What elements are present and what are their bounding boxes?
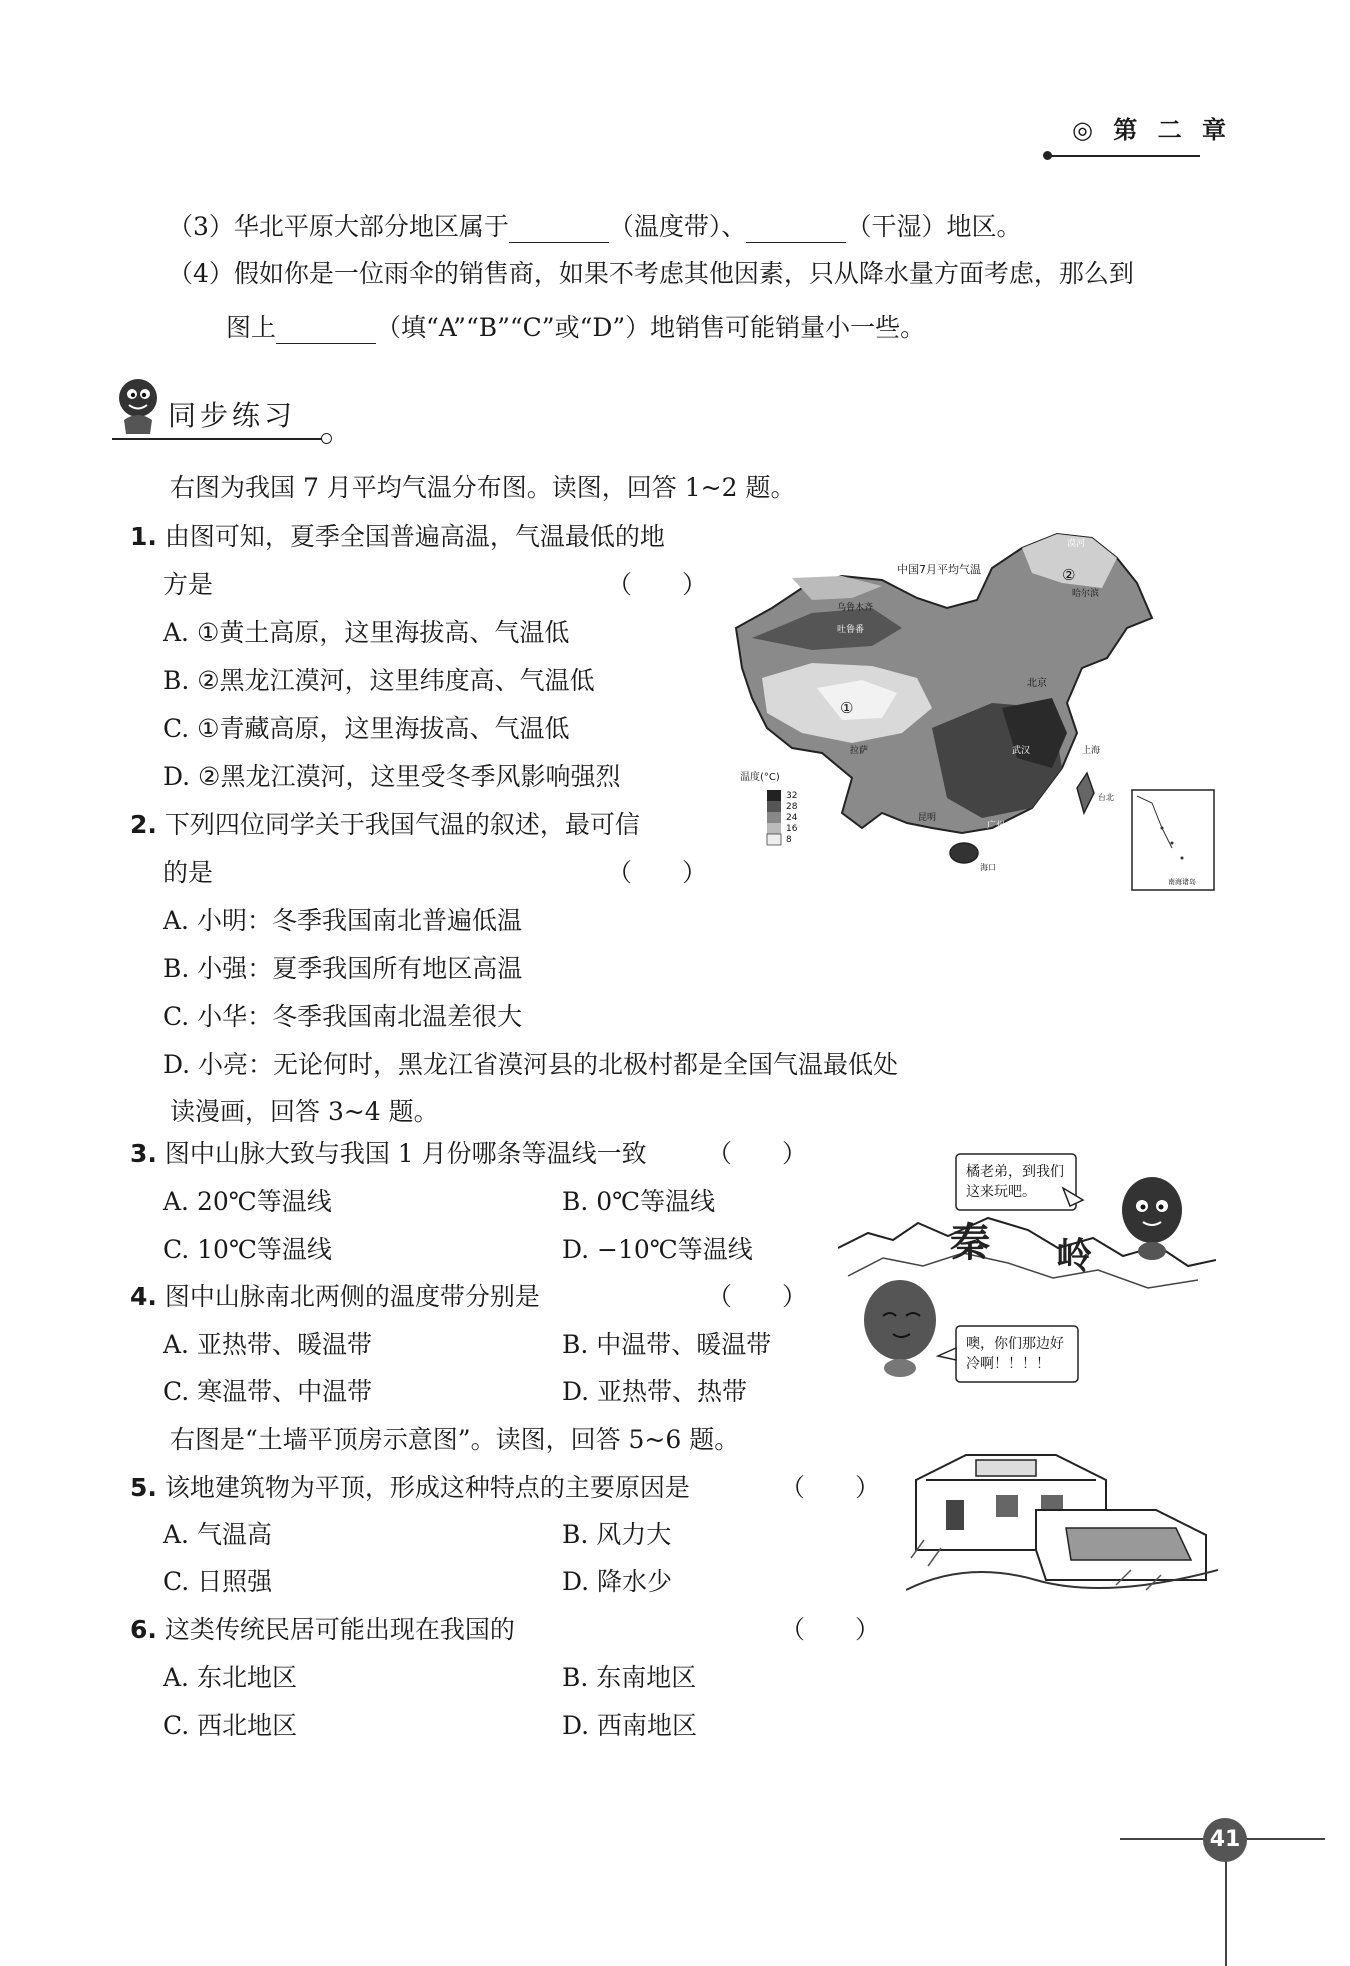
map-city-urumqi: 乌鲁木齐: [837, 603, 874, 613]
q2-answer-paren[interactable]: （ ）: [607, 858, 708, 887]
map-legend-title: 温度(°C): [740, 772, 780, 783]
q3-answer-paren[interactable]: （ ）: [707, 1139, 808, 1168]
cartoon-bubble-2-line1: 噢，你们那边好: [966, 1336, 1064, 1352]
cartoon-character-north: [1122, 1177, 1182, 1260]
cartoon-bubble-1-line1: 橘老弟，到我们: [966, 1164, 1064, 1180]
cartoon-qin-char: 秦: [950, 1220, 990, 1266]
q1-option-c[interactable]: C. ①青藏高原，这里海拔高、气温低: [163, 714, 570, 743]
cartoon-bubble-1-line2: 这来玩吧。: [966, 1184, 1036, 1200]
cartoon-ling-char: 岭: [1056, 1236, 1093, 1277]
cartoon-bubble-2: [956, 1326, 1078, 1382]
map-city-haikou: 海口: [980, 863, 996, 872]
header-rule-dot: [1043, 151, 1052, 160]
q6-option-c[interactable]: C. 西北地区: [163, 1711, 298, 1740]
q1-option-d[interactable]: D. ②黑龙江漠河，这里受冬季风影响强烈: [163, 762, 621, 791]
page-number: 41: [1203, 1818, 1247, 1862]
subquestion-3: （3）华北平原大部分地区属于 （温度带）、 （干湿）地区。: [168, 212, 1022, 241]
map-city-taipei: 台北: [1098, 793, 1114, 802]
q5-answer-paren[interactable]: （ ）: [780, 1473, 881, 1502]
q5-option-c[interactable]: C. 日照强: [163, 1567, 273, 1596]
q2-option-b[interactable]: B. 小强：夏季我国所有地区高温: [163, 954, 523, 983]
map-city-harbin: 哈尔滨: [1072, 589, 1100, 599]
q6-option-a[interactable]: A. 东北地区: [163, 1663, 297, 1692]
cartoon-bubble-1: [956, 1154, 1076, 1210]
chapter-header: ◎ 第 二 章: [1072, 116, 1233, 144]
map-taiwan: [1077, 773, 1094, 813]
map-hainan: [950, 843, 978, 863]
q4-option-d[interactable]: D. 亚热带、热带: [562, 1377, 748, 1406]
china-july-temperature-map: [732, 528, 1222, 896]
header-rule: [1048, 155, 1200, 157]
map-legend-swatch-16: [767, 823, 781, 834]
q3-stem: 3. 图中山脉大致与我国 1 月份哪条等温线一致: [130, 1139, 647, 1168]
cartoon-bubble-2-line2: 冷啊！！！！: [966, 1356, 1050, 1372]
q2-stem-line1: 2. 下列四位同学关于我国气温的叙述，最可信: [130, 810, 640, 839]
q1-stem-line2: 方是: [163, 570, 214, 599]
q4-stem: 4. 图中山脉南北两侧的温度带分别是: [130, 1282, 540, 1311]
map-city-lhasa: 拉萨: [850, 746, 869, 756]
mascot-icon: [110, 372, 170, 442]
map-legend-swatch-8: [767, 834, 781, 845]
q2-option-c[interactable]: C. 小华：冬季我国南北温差很大: [163, 1002, 523, 1031]
q2-stem-line2: 的是: [163, 858, 214, 887]
q1-option-b[interactable]: B. ②黑龙江漠河，这里纬度高、气温低: [163, 666, 595, 695]
map-legend-label-16: 16: [786, 824, 798, 834]
subquestion-4: （4）假如你是一位雨伞的销售商，如果不考虑其他因素，只从降水量方面考虑，那么到: [168, 259, 1134, 288]
map-city-beijing: 北京: [1027, 678, 1047, 689]
map-inset-label: 南海诸岛: [1168, 878, 1196, 886]
map-legend-label-8: 8: [786, 835, 792, 845]
q3-option-b[interactable]: B. 0℃等温线: [562, 1187, 716, 1216]
map-legend-label-24: 24: [786, 813, 798, 823]
q6-stem: 6. 这类传统民居可能出现在我国的: [130, 1615, 515, 1644]
q2-option-a[interactable]: A. 小明：冬季我国南北普遍低温: [163, 906, 522, 935]
map-legend-label-32: 32: [786, 791, 798, 801]
q4-option-b[interactable]: B. 中温带、暖温带: [562, 1330, 772, 1359]
section-title: 同步练习: [168, 399, 297, 432]
q4-option-c[interactable]: C. 寒温带、中温带: [163, 1377, 373, 1406]
q1-answer-paren[interactable]: （ ）: [607, 570, 708, 599]
section-underline-dot: [321, 433, 332, 444]
map-city-shanghai: 上海: [1082, 746, 1101, 756]
q6-answer-paren[interactable]: （ ）: [780, 1615, 881, 1644]
q3-option-c[interactable]: C. 10℃等温线: [163, 1235, 332, 1264]
q3-option-d[interactable]: D. −10℃等温线: [562, 1235, 753, 1264]
subquestion-4-line2: 图上 （填“A”“B”“C”或“D”）地销售可能销量小一些。: [226, 313, 926, 342]
map-title: 中国7月平均气温: [897, 563, 981, 576]
group1-intro: 右图为我国 7 月平均气温分布图。读图，回答 1~2 题。: [170, 473, 796, 502]
group2-intro: 读漫画，回答 3~4 题。: [170, 1097, 439, 1126]
map-south-sea-inset: [1132, 790, 1214, 890]
q3-option-a[interactable]: A. 20℃等温线: [163, 1187, 332, 1216]
map-legend-label-28: 28: [786, 802, 798, 812]
map-legend-swatch-28: [767, 801, 781, 812]
map-city-wuhan: 武汉: [1012, 746, 1031, 756]
group3-intro: 右图是“土墙平顶房示意图”。读图，回答 5~6 题。: [170, 1425, 740, 1454]
map-legend-swatch-32: [767, 790, 781, 801]
q1-stem-line1: 1. 由图可知，夏季全国普遍高温，气温最低的地: [130, 522, 665, 551]
q1-option-a[interactable]: A. ①黄土高原，这里海拔高、气温低: [163, 618, 570, 647]
q2-option-d[interactable]: D. 小亮：无论何时，黑龙江省漠河县的北极村都是全国气温最低处: [163, 1050, 899, 1079]
map-city-kunming: 昆明: [918, 813, 937, 823]
map-marker-2: ②: [1062, 566, 1076, 584]
q5-option-b[interactable]: B. 风力大: [562, 1520, 672, 1549]
earthen-flat-roof-house-illustration: [906, 1440, 1218, 1600]
map-legend-swatch-24: [767, 812, 781, 823]
q6-option-d[interactable]: D. 西南地区: [562, 1711, 698, 1740]
map-city-mohe: 漠河: [1067, 539, 1086, 549]
qinling-cartoon: [838, 1148, 1216, 1398]
q5-option-d[interactable]: D. 降水少: [562, 1567, 673, 1596]
cartoon-character-south: [864, 1280, 936, 1377]
q6-option-b[interactable]: B. 东南地区: [562, 1663, 697, 1692]
map-city-turpan: 吐鲁番: [837, 625, 865, 635]
q5-option-a[interactable]: A. 气温高: [163, 1520, 272, 1549]
map-marker-1: ①: [840, 699, 854, 717]
q4-option-a[interactable]: A. 亚热带、暖温带: [163, 1330, 372, 1359]
section-underline: [112, 438, 324, 440]
map-city-guangzhou: 广州: [987, 821, 1006, 831]
q5-stem: 5. 该地建筑物为平顶，形成这种特点的主要原因是: [130, 1473, 690, 1502]
q4-answer-paren[interactable]: （ ）: [707, 1282, 808, 1311]
